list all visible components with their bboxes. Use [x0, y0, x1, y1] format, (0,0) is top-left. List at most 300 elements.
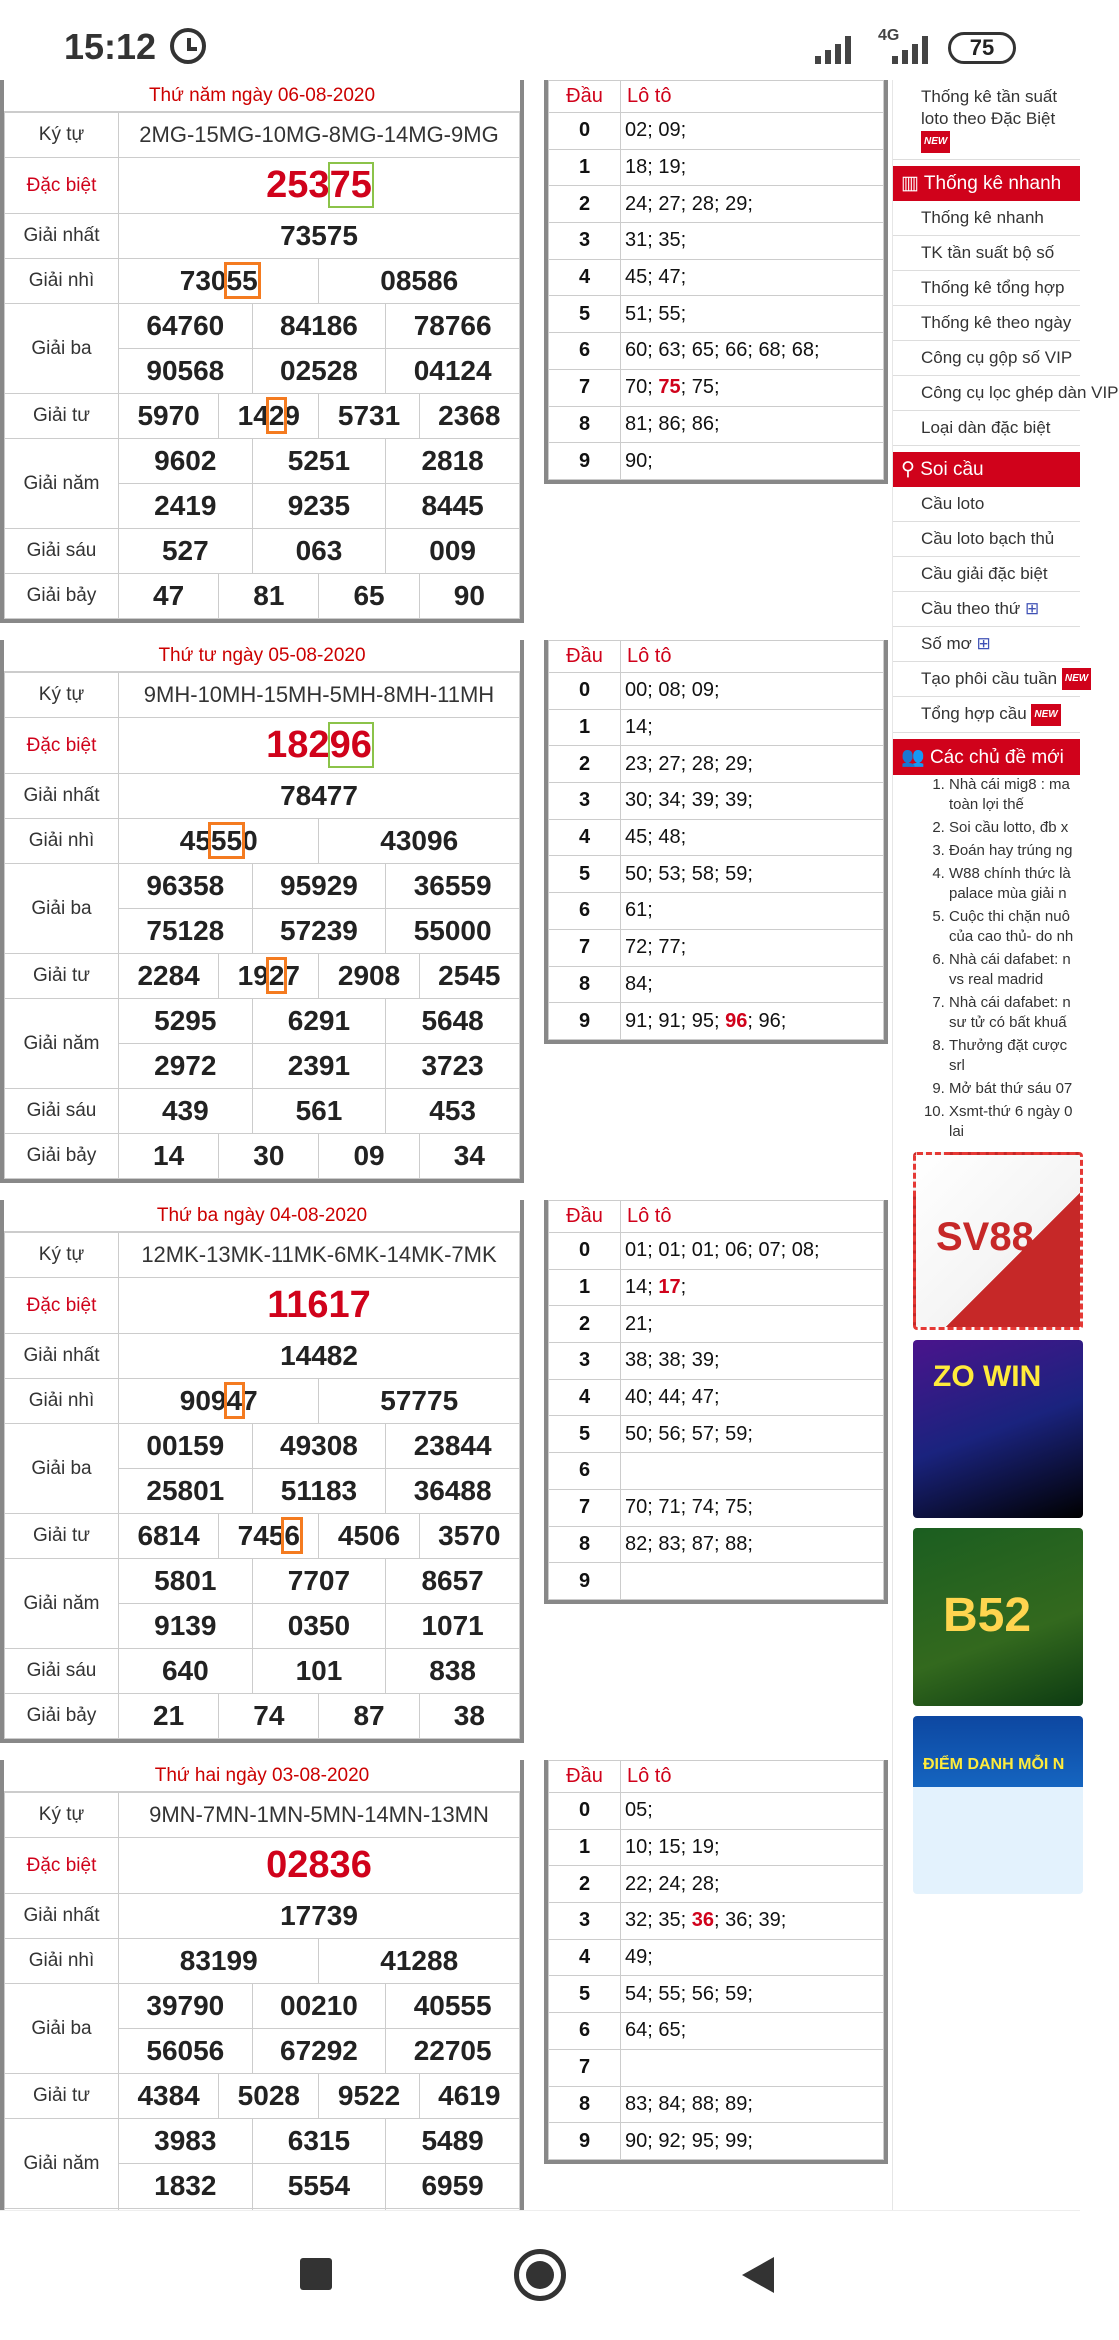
loto-row	[549, 223, 884, 260]
signal-icon-2	[892, 34, 928, 64]
loto-table	[544, 640, 888, 1044]
loto-row	[549, 893, 884, 930]
signal-icon	[815, 34, 851, 64]
topic-link[interactable]: 7. Nhà cái dafabet: n sư tử có bất khuấ	[949, 993, 1080, 1033]
loto-values: 31; 35;	[621, 223, 884, 260]
loto-values	[621, 2049, 884, 2086]
recents-button[interactable]	[300, 2258, 332, 2290]
section-chu-de: 👥 Các chủ đề mới	[893, 739, 1080, 775]
dau-digit: 2	[549, 1306, 621, 1343]
dau-header: Đầu	[549, 81, 621, 113]
sidebar-top-link[interactable]: Thống kê tần suất loto theo Đặc Biệt NEW	[893, 80, 1080, 160]
dau-digit: 7	[549, 369, 621, 406]
giai-nam-value: 9235	[252, 484, 386, 529]
label-dac-biet: Đặc biệt	[5, 1278, 119, 1334]
loto-row	[549, 709, 884, 746]
loto-values: 61;	[621, 893, 884, 930]
expand-plus-icon[interactable]: ⊞	[1020, 598, 1040, 618]
loto-row	[549, 1563, 884, 1600]
loto-header: Lô tô	[621, 1761, 884, 1793]
ky-tu-value: 2MG-15MG-10MG-8MG-14MG-9MG	[119, 113, 520, 158]
dau-header: Đầu	[549, 1201, 621, 1233]
giai-sau-value: 527	[119, 529, 253, 574]
giai-ba-value: 64760	[119, 304, 253, 349]
loto-row	[549, 186, 884, 223]
dau-digit: 1	[549, 1269, 621, 1306]
topic-link[interactable]: 5. Cuộc thi chặn nuô của cao thủ- do nh	[949, 907, 1080, 947]
giai-ba-value: 04124	[386, 349, 520, 394]
loto-row	[549, 2013, 884, 2050]
sidebar-link[interactable]: Công cụ lọc ghép dàn VIP	[893, 376, 1080, 411]
ky-tu-value: 9MN-7MN-1MN-5MN-14MN-13MN	[119, 1793, 520, 1838]
result-date-title[interactable]: Thứ năm ngày 06-08-2020	[4, 80, 520, 112]
giai-ba-value: 02528	[252, 349, 386, 394]
giai-nhi-value: 08586	[319, 259, 520, 304]
dac-biet-value: 11617	[119, 1278, 520, 1334]
giai-tu-value: 9522	[319, 2074, 419, 2119]
label-giai-bay: Giải bảy	[5, 1694, 119, 1739]
label-giai-ba: Giải ba	[5, 1424, 119, 1514]
dau-digit: 7	[549, 1489, 621, 1526]
sidebar-link[interactable]: Thống kê theo ngày	[893, 306, 1080, 341]
loto-row	[549, 1793, 884, 1830]
label-giai-tu: Giải tư	[5, 954, 119, 999]
giai-sau-value: 561	[252, 1089, 386, 1134]
dau-digit: 8	[549, 406, 621, 443]
loto-table	[544, 1760, 888, 2164]
giai-nam-value: 6291	[252, 999, 386, 1044]
label-giai-tu: Giải tư	[5, 394, 119, 439]
dau-digit: 4	[549, 1939, 621, 1976]
giai-bay-value: 14	[119, 1134, 219, 1179]
loto-table	[544, 1200, 888, 1604]
giai-sau-value: 101	[252, 1649, 386, 1694]
loto-row	[549, 1866, 884, 1903]
giai-nam-value: 2391	[252, 1044, 386, 1089]
loto-values: 50; 56; 57; 59;	[621, 1416, 884, 1453]
loto-row	[549, 2086, 884, 2123]
giai-tu-value: 3570	[419, 1514, 519, 1559]
label-ky-tu: Ký tự	[5, 1233, 119, 1278]
dau-digit: 0	[549, 1793, 621, 1830]
sidebar-link[interactable]: Cầu theo thứ ⊞	[893, 592, 1080, 627]
giai-nam-value: 9139	[119, 1604, 253, 1649]
loto-values: 82; 83; 87; 88;	[621, 1526, 884, 1563]
giai-nhi-value: 57775	[319, 1379, 520, 1424]
users-icon: 👥	[901, 746, 925, 768]
giai-nam-value: 8445	[386, 484, 520, 529]
loto-values	[621, 1453, 884, 1490]
loto-values: 01; 01; 01; 06; 07; 08;	[621, 1233, 884, 1270]
sidebar-link[interactable]: Thống kê nhanh	[893, 201, 1080, 236]
dau-header: Đầu	[549, 1761, 621, 1793]
giai-nam-value: 5801	[119, 1559, 253, 1604]
giai-nam-value: 1071	[386, 1604, 520, 1649]
ad-banner-zowin[interactable]: ZO WIN	[913, 1340, 1083, 1518]
loto-values: 21;	[621, 1306, 884, 1343]
giai-tu-value: 5970	[119, 394, 219, 439]
giai-ba-value: 36559	[386, 864, 520, 909]
sidebar-link[interactable]: Cầu giải đặc biệt	[893, 557, 1080, 592]
loto-row	[549, 113, 884, 150]
label-giai-sau: Giải sáu	[5, 1649, 119, 1694]
giai-bay-value: 65	[319, 574, 419, 619]
loto-row	[549, 856, 884, 893]
label-giai-nhat: Giải nhất	[5, 1894, 119, 1939]
topic-link[interactable]: 10. Xsmt-thứ 6 ngày 0 lai	[949, 1102, 1080, 1142]
sidebar-link[interactable]: Công cụ gộp số VIP	[893, 341, 1080, 376]
giai-ba-value: 96358	[119, 864, 253, 909]
label-giai-nhat: Giải nhất	[5, 214, 119, 259]
loto-values	[621, 1563, 884, 1600]
loto-table	[544, 80, 888, 484]
new-badge: NEW	[921, 131, 950, 153]
label-dac-biet: Đặc biệt	[5, 718, 119, 774]
loto-row	[549, 1489, 884, 1526]
loto-row	[549, 819, 884, 856]
giai-tu-value: 7456	[219, 1514, 319, 1559]
dau-digit: 3	[549, 783, 621, 820]
label-ky-tu: Ký tự	[5, 1793, 119, 1838]
giai-nam-value: 3983	[119, 2119, 253, 2164]
loto-values: 54; 55; 56; 59;	[621, 1976, 884, 2013]
dau-digit: 0	[549, 1233, 621, 1270]
loto-row	[549, 1903, 884, 1940]
expand-plus-icon[interactable]: ⊞	[971, 633, 991, 653]
giai-ba-value: 55000	[386, 909, 520, 954]
topic-list	[893, 775, 1080, 1142]
loto-header: Lô tô	[621, 641, 884, 673]
loto-row	[549, 1343, 884, 1380]
result-date-title[interactable]: Thứ hai ngày 03-08-2020	[4, 1760, 520, 1792]
result-date-title[interactable]: Thứ ba ngày 04-08-2020	[4, 1200, 520, 1232]
dau-digit: 5	[549, 1976, 621, 2013]
giai-nam-value: 5295	[119, 999, 253, 1044]
label-giai-tu: Giải tư	[5, 1514, 119, 1559]
loto-row	[549, 2123, 884, 2160]
dau-digit: 5	[549, 296, 621, 333]
page-content	[0, 80, 1119, 2210]
giai-sau-value: 009	[386, 529, 520, 574]
loto-row	[549, 1233, 884, 1270]
dau-digit: 9	[549, 1003, 621, 1040]
new-badge: NEW	[1031, 704, 1060, 726]
loto-values: 70; 75; 75;	[621, 369, 884, 406]
giai-nam-value: 3723	[386, 1044, 520, 1089]
loto-row	[549, 1829, 884, 1866]
loto-row	[549, 443, 884, 480]
sidebar-link[interactable]: Thống kê tổng hợp	[893, 271, 1080, 306]
giai-ba-value: 90568	[119, 349, 253, 394]
dau-digit: 4	[549, 1379, 621, 1416]
loto-row	[549, 1416, 884, 1453]
topic-link[interactable]: 9. Mở bát thứ sáu 07	[949, 1079, 1080, 1099]
loto-values: 51; 55;	[621, 296, 884, 333]
status-bar	[0, 0, 1080, 80]
dau-digit: 8	[549, 2086, 621, 2123]
sidebar-link[interactable]: Cầu loto	[893, 487, 1080, 522]
giai-bay-value: 21	[119, 1694, 219, 1739]
label-giai-nhat: Giải nhất	[5, 774, 119, 819]
loto-row	[549, 1003, 884, 1040]
ad-banner-b52[interactable]: B52	[913, 1528, 1083, 1706]
dau-digit: 1	[549, 709, 621, 746]
giai-tu-value: 5731	[319, 394, 419, 439]
giai-tu-value: 5028	[219, 2074, 319, 2119]
ad-banner-sv88[interactable]: SV88	[913, 1152, 1083, 1330]
dau-digit: 6	[549, 893, 621, 930]
topic-link[interactable]: 8. Thưởng đặt cược srl	[949, 1036, 1080, 1076]
giai-nhi-value: 90947	[119, 1379, 319, 1424]
label-giai-nam: Giải năm	[5, 439, 119, 529]
giai-tu-value: 6814	[119, 1514, 219, 1559]
dau-digit: 9	[549, 2123, 621, 2160]
label-giai-nhi: Giải nhì	[5, 1379, 119, 1424]
dau-digit: 4	[549, 819, 621, 856]
dau-digit: 1	[549, 149, 621, 186]
giai-tu-value: 2368	[419, 394, 519, 439]
giai-bay-value: 74	[219, 1694, 319, 1739]
sidebar-link[interactable]: Tổng hợp cầu NEW	[893, 697, 1080, 733]
loto-row	[549, 673, 884, 710]
giai-sau-value: 063	[252, 529, 386, 574]
giai-nam-value: 1832	[119, 2164, 253, 2209]
loto-values: 45; 48;	[621, 819, 884, 856]
loto-row	[549, 149, 884, 186]
dau-digit: 1	[549, 1829, 621, 1866]
label-giai-nhi: Giải nhì	[5, 1939, 119, 1984]
giai-bay-value: 38	[419, 1694, 519, 1739]
loto-header: Lô tô	[621, 81, 884, 113]
label-giai-nhi: Giải nhì	[5, 819, 119, 864]
giai-ba-value: 95929	[252, 864, 386, 909]
loto-row	[549, 1453, 884, 1490]
giai-ba-value: 51183	[252, 1469, 386, 1514]
topic-link[interactable]: 6. Nhà cái dafabet: n vs real madrid	[949, 950, 1080, 990]
giai-nam-value: 6315	[252, 2119, 386, 2164]
giai-ba-value: 22705	[386, 2029, 520, 2074]
chart-icon: ▥	[901, 172, 919, 194]
loto-row	[549, 1526, 884, 1563]
dau-digit: 2	[549, 1866, 621, 1903]
label-giai-bay: Giải bảy	[5, 1134, 119, 1179]
loto-row	[549, 1976, 884, 2013]
giai-tu-value: 4506	[319, 1514, 419, 1559]
giai-ba-value: 23844	[386, 1424, 520, 1469]
sidebar-link[interactable]: Số mơ ⊞	[893, 627, 1080, 662]
loto-values: 00; 08; 09;	[621, 673, 884, 710]
dau-digit: 7	[549, 929, 621, 966]
giai-nam-value: 5489	[386, 2119, 520, 2164]
giai-tu-value: 1927	[219, 954, 319, 999]
loto-values: 45; 47;	[621, 259, 884, 296]
giai-bay-value: 09	[319, 1134, 419, 1179]
loto-row	[549, 1939, 884, 1976]
label-dac-biet: Đặc biệt	[5, 1838, 119, 1894]
loto-values: 91; 91; 95; 96; 96;	[621, 1003, 884, 1040]
label-giai-sau: Giải sáu	[5, 1089, 119, 1134]
giai-nam-value: 9602	[119, 439, 253, 484]
dau-digit: 4	[549, 259, 621, 296]
loto-values: 49;	[621, 1939, 884, 1976]
giai-ba-value: 40555	[386, 1984, 520, 2029]
dau-digit: 3	[549, 1343, 621, 1380]
dau-digit: 0	[549, 113, 621, 150]
giai-tu-value: 4384	[119, 2074, 219, 2119]
dau-digit: 2	[549, 746, 621, 783]
result-table	[0, 640, 524, 1183]
loto-values: 02; 09;	[621, 113, 884, 150]
dau-header: Đầu	[549, 641, 621, 673]
topic-link[interactable]: 4. W88 chính thức là palace mùa giải n	[949, 864, 1080, 904]
giai-tu-value: 1429	[219, 394, 319, 439]
alarm-icon	[170, 28, 206, 64]
giai-nhat-value: 14482	[119, 1334, 520, 1379]
dau-digit: 0	[549, 673, 621, 710]
giai-tu-value: 2284	[119, 954, 219, 999]
loto-row	[549, 1269, 884, 1306]
dau-digit: 9	[549, 1563, 621, 1600]
giai-nam-value: 2419	[119, 484, 253, 529]
loto-values: 70; 71; 74; 75;	[621, 1489, 884, 1526]
loto-values: 14; 17;	[621, 1269, 884, 1306]
giai-sau-value: 453	[386, 1089, 520, 1134]
topic-link[interactable]: 1. Nhà cái mig8 : ma toàn lợi thế	[949, 775, 1080, 815]
search-icon: ⚲	[901, 458, 915, 480]
loto-row	[549, 929, 884, 966]
loto-row	[549, 369, 884, 406]
nav-bar	[0, 2210, 1080, 2340]
back-button[interactable]	[742, 2257, 774, 2293]
loto-values: 23; 27; 28; 29;	[621, 746, 884, 783]
giai-nhi-value: 45550	[119, 819, 319, 864]
label-giai-sau: Giải sáu	[5, 529, 119, 574]
loto-row	[549, 966, 884, 1003]
giai-bay-value: 30	[219, 1134, 319, 1179]
loto-row	[549, 333, 884, 370]
label-giai-ba: Giải ba	[5, 1984, 119, 2074]
loto-values: 22; 24; 28;	[621, 1866, 884, 1903]
loto-values: 24; 27; 28; 29;	[621, 186, 884, 223]
dac-biet-value: 18296	[119, 718, 520, 774]
loto-values: 90; 92; 95; 99;	[621, 2123, 884, 2160]
giai-bay-value: 34	[419, 1134, 519, 1179]
giai-nhat-value: 78477	[119, 774, 520, 819]
label-giai-ba: Giải ba	[5, 304, 119, 394]
giai-sau-value: 439	[119, 1089, 253, 1134]
dau-digit: 3	[549, 1903, 621, 1940]
giai-nam-value: 5648	[386, 999, 520, 1044]
giai-ba-value: 75128	[119, 909, 253, 954]
loto-values: 18; 19;	[621, 149, 884, 186]
loto-values: 83; 84; 88; 89;	[621, 2086, 884, 2123]
sidebar-link[interactable]: Loại dàn đặc biệt	[893, 411, 1080, 446]
loto-header: Lô tô	[621, 1201, 884, 1233]
giai-nam-value: 6959	[386, 2164, 520, 2209]
giai-tu-value: 4619	[419, 2074, 519, 2119]
loto-values: 60; 63; 65; 66; 68; 68;	[621, 333, 884, 370]
loto-values: 84;	[621, 966, 884, 1003]
label-giai-nam: Giải năm	[5, 1559, 119, 1649]
giai-tu-value: 2545	[419, 954, 519, 999]
giai-nam-value: 2818	[386, 439, 520, 484]
result-date-title[interactable]: Thứ tư ngày 05-08-2020	[4, 640, 520, 672]
giai-nhi-value: 83199	[119, 1939, 319, 1984]
label-giai-bay: Giải bảy	[5, 574, 119, 619]
label-giai-nhat: Giải nhất	[5, 1334, 119, 1379]
network-type: 4G	[878, 27, 900, 44]
giai-nhat-value: 17739	[119, 1894, 520, 1939]
giai-ba-value: 84186	[252, 304, 386, 349]
giai-nam-value: 2972	[119, 1044, 253, 1089]
sidebar-link[interactable]: Cầu loto bạch thủ	[893, 522, 1080, 557]
topic-link[interactable]: 2. Soi cầu lotto, đb x	[949, 818, 1080, 838]
dau-digit: 7	[549, 2049, 621, 2086]
giai-ba-value: 00210	[252, 1984, 386, 2029]
giai-nam-value: 5251	[252, 439, 386, 484]
label-giai-nhi: Giải nhì	[5, 259, 119, 304]
loto-row	[549, 406, 884, 443]
giai-nam-value: 0350	[252, 1604, 386, 1649]
giai-ba-value: 56056	[119, 2029, 253, 2074]
label-giai-nam: Giải năm	[5, 999, 119, 1089]
dau-digit: 6	[549, 1453, 621, 1490]
label-giai-nam: Giải năm	[5, 2119, 119, 2209]
giai-ba-value: 49308	[252, 1424, 386, 1469]
sidebar-link[interactable]: TK tần suất bộ số	[893, 236, 1080, 271]
section-soi-cau: ⚲ Soi cầu	[893, 452, 1080, 487]
dau-digit: 5	[549, 856, 621, 893]
giai-sau-value: 640	[119, 1649, 253, 1694]
dau-digit: 6	[549, 2013, 621, 2050]
dau-digit: 8	[549, 966, 621, 1003]
loto-values: 50; 53; 58; 59;	[621, 856, 884, 893]
result-table	[0, 80, 524, 623]
loto-values: 64; 65;	[621, 2013, 884, 2050]
label-giai-ba: Giải ba	[5, 864, 119, 954]
giai-bay-value: 47	[119, 574, 219, 619]
loto-values: 72; 77;	[621, 929, 884, 966]
topic-link[interactable]: 3. Đoán hay trúng ng	[949, 841, 1080, 861]
sidebar-link[interactable]: Tạo phôi cầu tuần NEW	[893, 662, 1080, 698]
giai-nam-value: 7707	[252, 1559, 386, 1604]
dau-digit: 5	[549, 1416, 621, 1453]
giai-ba-value: 78766	[386, 304, 520, 349]
giai-nam-value: 8657	[386, 1559, 520, 1604]
giai-sau-value: 838	[386, 1649, 520, 1694]
loto-values: 14;	[621, 709, 884, 746]
label-ky-tu: Ký tự	[5, 673, 119, 718]
label-dac-biet: Đặc biệt	[5, 158, 119, 214]
loto-row	[549, 1379, 884, 1416]
ad-banner-diem-danh[interactable]: ĐIỂM DANH MỖI N	[913, 1716, 1083, 1894]
sidebar	[892, 80, 1119, 2210]
loto-row	[549, 1306, 884, 1343]
loto-row	[549, 296, 884, 333]
giai-ba-value: 00159	[119, 1424, 253, 1469]
dau-digit: 6	[549, 333, 621, 370]
label-giai-tu: Giải tư	[5, 2074, 119, 2119]
loto-row	[549, 783, 884, 820]
loto-row	[549, 2049, 884, 2086]
loto-values: 10; 15; 19;	[621, 1829, 884, 1866]
giai-ba-value: 67292	[252, 2029, 386, 2074]
giai-nhi-value: 41288	[319, 1939, 520, 1984]
label-ky-tu: Ký tự	[5, 113, 119, 158]
giai-nhat-value: 73575	[119, 214, 520, 259]
home-button[interactable]	[514, 2249, 566, 2301]
clock: 15:12	[64, 26, 157, 67]
